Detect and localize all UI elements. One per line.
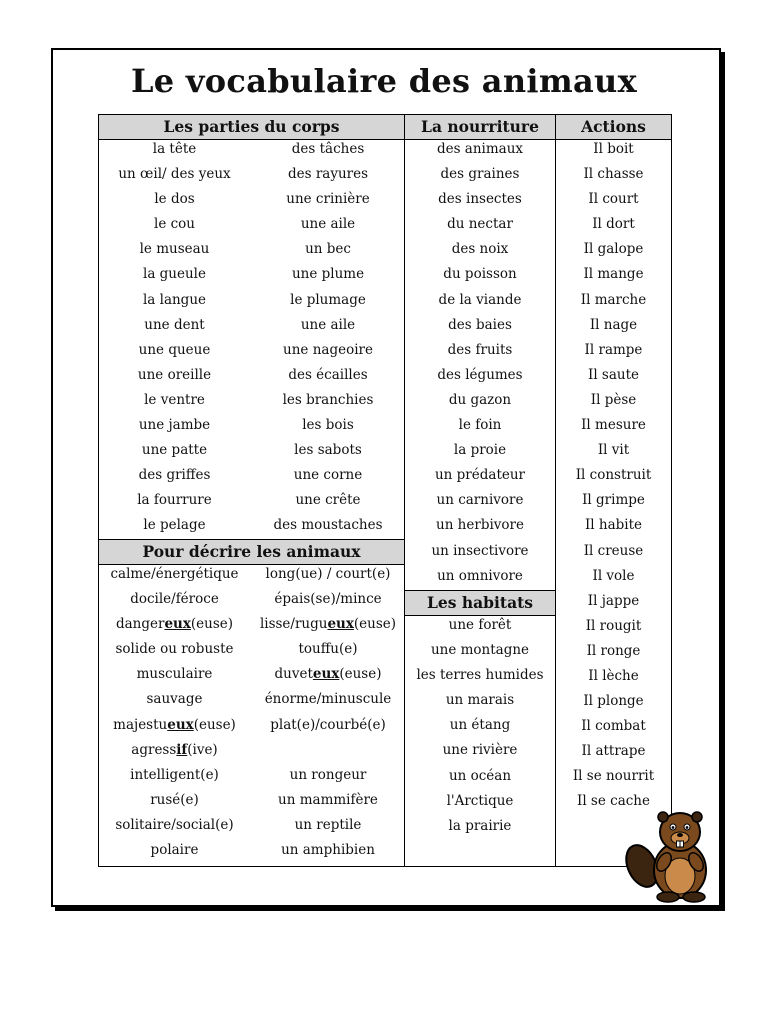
emphasis-ending: if xyxy=(176,741,188,758)
word-suffix: (euse) xyxy=(190,616,234,633)
list-item: du nectar xyxy=(447,216,513,233)
list-item: la tête xyxy=(152,141,197,157)
list-item: polaire xyxy=(150,842,199,859)
list-item: un reptile xyxy=(294,816,362,833)
beaver-ear xyxy=(692,812,702,822)
word-stem: duvet xyxy=(274,666,313,683)
list-item: une rivière xyxy=(442,742,518,759)
beaver-foot xyxy=(683,892,705,902)
list-item: Il court xyxy=(588,191,639,208)
emphasis-ending: eux xyxy=(312,666,340,683)
word-stem: agress xyxy=(131,741,177,758)
list-item: un omnivore xyxy=(437,567,523,584)
list-item: des écailles xyxy=(288,366,368,383)
word-suffix: (ive) xyxy=(187,741,218,758)
list-item: plat(e)/courbé(e) xyxy=(270,716,386,733)
nourriture-column xyxy=(404,137,556,589)
list-item: des noix xyxy=(451,241,509,258)
list-item xyxy=(251,612,405,637)
list-item: des graines xyxy=(440,166,520,183)
list-item: la langue xyxy=(142,291,207,308)
list-item: un œil/ des yeux xyxy=(118,166,231,183)
list-item: un insectivore xyxy=(431,542,529,559)
list-item: un bec xyxy=(305,241,351,258)
list-item xyxy=(98,738,251,763)
decrire-right-column xyxy=(251,562,405,863)
list-item: une dent xyxy=(144,316,205,333)
list-item: Il combat xyxy=(581,718,646,735)
word-suffix: (euse) xyxy=(339,666,382,683)
list-item: l'Arctique xyxy=(446,792,514,809)
list-item: un marais xyxy=(445,692,515,709)
list-item: le ventre xyxy=(144,391,205,408)
list-item: Il galope xyxy=(583,241,644,258)
list-item: Il rougit xyxy=(585,617,642,634)
list-item: une aile xyxy=(300,316,356,333)
habitats-column xyxy=(404,613,556,839)
list-item: le plumage xyxy=(290,291,366,308)
list-item: Il grimpe xyxy=(582,492,645,509)
list-item: la gueule xyxy=(143,266,206,283)
list-item: un mammifère xyxy=(278,791,378,808)
list-item: les branchies xyxy=(282,391,374,408)
word-suffix: (euse) xyxy=(193,716,236,733)
nourriture-header: La nourriture xyxy=(405,115,555,140)
list-item: solitaire/social(e) xyxy=(115,816,234,833)
list-item: épais(se)/mince xyxy=(274,591,382,608)
beaver-ear xyxy=(658,812,668,822)
word-stem: majestu xyxy=(113,716,168,733)
emphasis-ending: eux xyxy=(327,616,354,633)
list-item: les bois xyxy=(302,417,354,434)
list-item: intelligent(e) xyxy=(130,766,219,783)
list-item: Il jappe xyxy=(587,592,640,609)
decrire-header: Pour décrire les animaux xyxy=(99,540,404,565)
list-item: du poisson xyxy=(443,266,517,283)
page-title: Le vocabulaire des animaux xyxy=(131,62,637,100)
list-item: des fruits xyxy=(447,341,513,358)
list-item: une crinière xyxy=(286,191,370,208)
list-item: calme/énergétique xyxy=(110,566,239,582)
list-item: une queue xyxy=(138,341,211,358)
list-item: Il pèse xyxy=(590,391,637,408)
list-item: un étang xyxy=(449,717,511,734)
list-item: des griffes xyxy=(138,467,211,484)
word-suffix: (euse) xyxy=(353,616,397,633)
list-item: Il saute xyxy=(587,366,640,383)
list-item: des baies xyxy=(448,316,512,333)
list-item: Il attrape xyxy=(581,743,646,760)
list-item: une crête xyxy=(295,492,361,509)
list-item: des tâches xyxy=(291,141,365,157)
parties-right-column xyxy=(251,137,405,539)
list-item: docile/féroce xyxy=(130,591,219,608)
list-item: un carnivore xyxy=(436,492,524,509)
list-item: touffu(e) xyxy=(298,641,358,658)
beaver-foot xyxy=(657,892,679,902)
list-item: Il ronge xyxy=(586,642,641,659)
list-item: les terres humides xyxy=(416,667,544,684)
list-item: énorme/minuscule xyxy=(264,691,392,708)
list-item: les sabots xyxy=(294,442,362,459)
list-item: rusé(e) xyxy=(150,791,199,808)
list-item: une forêt xyxy=(448,617,512,633)
list-item: Il habite xyxy=(584,517,643,534)
list-item: une patte xyxy=(141,442,208,459)
list-item: des animaux xyxy=(436,141,524,157)
list-item: la prairie xyxy=(448,817,512,834)
list-item: sauvage xyxy=(146,691,203,708)
decrire-left-column xyxy=(98,562,251,863)
list-item: des rayures xyxy=(287,166,369,183)
list-item: le dos xyxy=(154,191,195,208)
list-item: musculaire xyxy=(136,666,213,683)
list-item: une jambe xyxy=(138,417,211,434)
list-item: le pelage xyxy=(143,517,206,534)
list-item: Il creuse xyxy=(583,542,644,559)
list-item: des légumes xyxy=(437,366,523,383)
list-item xyxy=(98,713,251,738)
list-item xyxy=(98,612,251,637)
list-item: le cou xyxy=(154,216,195,233)
list-item: un rongeur xyxy=(289,766,367,783)
list-item: le foin xyxy=(458,417,502,434)
list-item: solide ou robuste xyxy=(115,641,234,658)
list-item: Il mange xyxy=(583,266,644,283)
list-item: un herbivore xyxy=(436,517,524,534)
list-item: la fourrure xyxy=(137,492,212,509)
parties-header: Les parties du corps xyxy=(99,115,404,140)
list-item: un océan xyxy=(448,767,512,784)
list-item: Il chasse xyxy=(583,166,644,183)
list-item: le museau xyxy=(139,241,210,258)
list-item xyxy=(251,738,405,763)
list-item: Il marche xyxy=(580,291,647,308)
word-stem: danger xyxy=(115,616,165,633)
list-item: Il dort xyxy=(592,216,635,233)
list-item xyxy=(251,662,405,687)
habitats-header: Les habitats xyxy=(405,591,555,616)
actions-column xyxy=(555,137,672,815)
word-stem: lisse/rugu xyxy=(259,616,328,633)
list-item: Il construit xyxy=(575,467,652,484)
list-item: un prédateur xyxy=(434,467,526,484)
list-item: une nageoire xyxy=(283,341,373,358)
list-item: Il mesure xyxy=(581,417,646,434)
list-item: Il plonge xyxy=(583,693,644,710)
list-item: Il rampe xyxy=(584,341,643,358)
list-item: une plume xyxy=(291,266,365,283)
beaver-icon xyxy=(624,804,720,904)
list-item: du gazon xyxy=(448,391,512,408)
list-item: la proie xyxy=(453,442,507,459)
list-item: une aile xyxy=(300,216,356,233)
list-item: Il vole xyxy=(592,567,635,584)
list-item: une corne xyxy=(293,467,363,484)
list-item: Il se nourrit xyxy=(572,768,655,785)
list-item: Il lèche xyxy=(588,667,639,684)
list-item: des insectes xyxy=(438,191,522,208)
list-item: de la viande xyxy=(438,291,522,308)
list-item: Il boit xyxy=(593,141,634,157)
emphasis-ending: eux xyxy=(164,616,191,633)
list-item: Il vit xyxy=(597,442,630,459)
list-item: Il nage xyxy=(589,316,638,333)
actions-header: Actions xyxy=(556,115,671,140)
list-item: long(ue) / court(e) xyxy=(265,566,391,582)
emphasis-ending: eux xyxy=(167,716,194,733)
list-item: Il se cache xyxy=(576,793,650,810)
parties-left-column xyxy=(98,137,251,539)
list-item: des moustaches xyxy=(273,517,383,534)
list-item: une montagne xyxy=(430,642,530,659)
list-item: un amphibien xyxy=(281,842,375,859)
list-item: une oreille xyxy=(137,366,212,383)
